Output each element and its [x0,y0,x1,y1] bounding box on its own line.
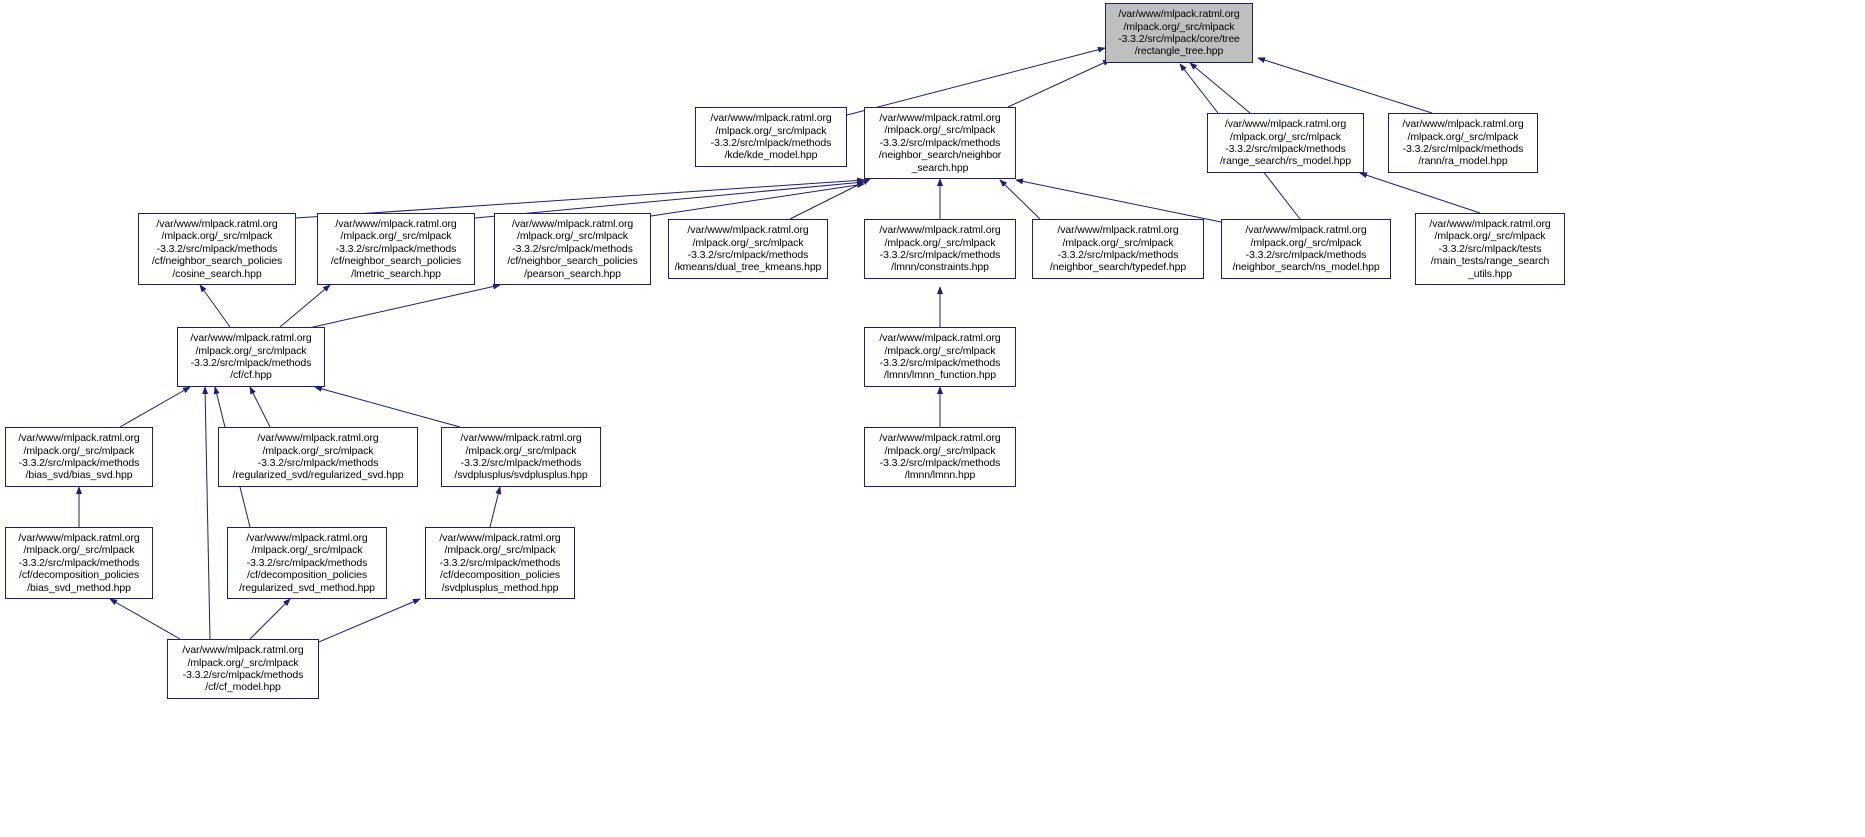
node-label-line: /var/www/mlpack.ratml.org [246,531,368,544]
node-label-line: -3.3.2/src/mlpack/methods [257,457,379,469]
node-label-line: /mlpack.org/_src/mlpack [465,444,577,457]
node-label-line: /rann/ra_model.hpp [1418,155,1508,168]
node-label-line: /var/www/mlpack.ratml.org [335,217,457,230]
node-label-line: /lmnn/lmnn.hpp [904,469,976,482]
node-label-line: /neighbor_search/typedef.hpp [1049,261,1187,274]
node-label-line: /cf/decomposition_policies [440,569,560,582]
node-label-line: /svdplusplus_method.hpp [441,581,559,594]
graph-node-regularized_svd[interactable] [218,427,418,487]
node-label-line: /cf/neighbor_search_policies [507,255,638,268]
node-label-line: -3.3.2/src/mlpack/methods [18,457,140,469]
node-label-line: /var/www/mlpack.ratml.org [1402,118,1524,131]
graph-edge-typedef-to-neighbor_search [1000,180,1040,219]
node-label-line: _utils.hpp [1468,267,1512,280]
node-label-line: /var/www/mlpack.ratml.org [511,217,634,230]
node-label-line: -3.3.2/src/mlpack/methods [710,137,832,149]
node-label-line: /cf/cf.hpp [230,369,272,382]
graph-node-pearson_search[interactable] [494,213,651,285]
node-label-line: -3.3.2/src/mlpack/methods [687,249,809,261]
node-label-line: -3.3.2/src/mlpack/methods [1402,143,1524,155]
node-label-line: /mlpack.org/_src/mlpack [251,544,363,557]
node-label-line: /var/www/mlpack.ratml.org [1429,217,1551,230]
node-label-line: _search.hpp [911,161,969,174]
graph-edge-cf_model-to-regularized_svd_method [250,599,290,639]
node-label-line: -3.3.2/src/mlpack/methods [246,556,368,569]
node-label-line: /main_tests/range_search [1430,255,1550,268]
node-label-line: /var/www/mlpack.ratml.org [18,531,140,544]
node-label-line: /bias_svd_method.hpp [27,581,131,594]
node-label-line: /var/www/mlpack.ratml.org [190,332,312,345]
node-label-line: /mlpack.org/_src/mlpack [444,544,556,557]
node-label-line: -3.3.2/src/mlpack/tests [1438,242,1542,255]
node-label-line: -3.3.2/src/mlpack/methods [879,249,1001,261]
node-label-line: -3.3.2/src/mlpack/methods [18,556,140,569]
graph-node-rectangle_tree[interactable] [1105,3,1253,63]
node-label-line: -3.3.2/src/mlpack/core/tree [1118,33,1240,45]
node-label-line: -3.3.2/src/mlpack/methods [879,457,1001,469]
node-label-line: /var/www/mlpack.ratml.org [1224,118,1347,131]
node-label-line: /mlpack.org/_src/mlpack [187,656,299,669]
graph-edge-cf_model-to-cf [205,387,210,639]
node-label-line: /neighbor_search/ns_model.hpp [1232,261,1380,274]
node-label-line: /range_search/rs_model.hpp [1219,155,1352,168]
node-label-line: /mlpack.org/_src/mlpack [1250,236,1362,249]
node-label-line: /kmeans/dual_tree_kmeans.hpp [674,261,822,274]
node-label-line: /cf/neighbor_search_policies [330,255,462,268]
node-label-line: /mlpack.org/_src/mlpack [262,444,374,457]
node-label-line: /regularized_svd_method.hpp [239,581,375,594]
node-label-line: /var/www/mlpack.ratml.org [1245,224,1367,237]
node-label-line: /mlpack.org/_src/mlpack [884,344,996,357]
graph-node-svdplusplus[interactable] [441,427,601,487]
graph-edge-svdplusplus-to-cf [315,387,460,427]
node-label-line: -3.3.2/src/mlpack/methods [190,357,312,369]
node-label-line: -3.3.2/src/mlpack/methods [156,242,278,255]
graph-node-ra_model[interactable] [1388,113,1538,173]
graph-edge-ra_model-to-rectangle_tree [1258,58,1432,113]
node-label-line: /var/www/mlpack.ratml.org [257,432,379,445]
node-label-line: -3.3.2/src/mlpack/methods [335,242,457,255]
node-label-line: /lmetric_search.hpp [351,267,441,280]
node-label-line: /mlpack.org/_src/mlpack [715,124,827,137]
graph-edge-cf-to-pearson_search [300,285,500,330]
node-label-line: /var/www/mlpack.ratml.org [687,224,809,237]
node-label-line: /cf/neighbor_search_policies [151,255,283,268]
node-label-line: /mlpack.org/_src/mlpack [884,124,996,137]
node-label-line: /pearson_search.hpp [524,267,621,280]
node-label-line: /mlpack.org/_src/mlpack [340,230,452,243]
node-label-line: -3.3.2/src/mlpack/methods [512,242,633,255]
node-label-line: /cf/decomposition_policies [19,569,139,582]
graph-node-lmetric_search[interactable] [317,213,475,285]
node-label-line: /mlpack.org/_src/mlpack [1434,230,1546,243]
graph-edge-kde_model-to-rectangle_tree [847,48,1105,115]
graph-node-cf_model[interactable] [167,639,319,699]
graph-edge-main_tests_range_search_utils-to-rs_model [1360,173,1480,213]
node-label-line: /mlpack.org/_src/mlpack [884,444,996,457]
node-label-line: /var/www/mlpack.ratml.org [879,224,1001,237]
node-label-line: -3.3.2/src/mlpack/methods [879,136,1001,149]
graph-node-svdplusplus_method[interactable] [425,527,575,599]
node-label-line: -3.3.2/src/mlpack/methods [439,556,561,569]
graph-edge-cf-to-cosine_search [200,285,230,327]
graph-node-typedef[interactable] [1032,219,1204,279]
graph-node-cf[interactable] [177,327,325,387]
graph-node-bias_svd[interactable] [5,427,153,487]
graph-node-kde_model[interactable] [695,107,847,167]
graph-edge-svdplusplus_method-to-svdplusplus [490,487,500,527]
graph-edge-rs_model-to-rectangle_tree [1190,63,1250,113]
graph-edge-pearson_search-to-neighbor_search [651,184,864,216]
graph-edge-neighbor_search-to-rectangle_tree [1008,60,1110,107]
graph-node-main_tests_range_search_utils[interactable] [1415,213,1565,285]
node-label-line: /cf/decomposition_policies [247,569,367,582]
graph-node-bias_svd_method[interactable] [5,527,153,599]
node-label-line: -3.3.2/src/mlpack/methods [182,669,304,681]
node-label-line: /mlpack.org/_src/mlpack [692,236,804,249]
graph-node-ns_model[interactable] [1221,219,1391,279]
graph-edge-dual_tree_kmeans-to-neighbor_search [790,179,870,219]
graph-node-cosine_search[interactable] [138,213,296,285]
graph-edge-bias_svd-to-cf [120,387,190,427]
node-label-line: /mlpack.org/_src/mlpack [161,230,273,243]
node-label-line: -3.3.2/src/mlpack/methods [879,357,1001,369]
graph-node-lmnn[interactable] [864,427,1016,487]
node-label-line: /bias_svd/bias_svd.hpp [25,469,133,482]
graph-node-dual_tree_kmeans[interactable] [668,219,828,279]
node-label-line: /neighbor_search/neighbor [878,149,1002,162]
node-label-line: /mlpack.org/_src/mlpack [517,230,628,243]
node-label-line: /cosine_search.hpp [172,267,262,280]
node-label-line: /var/www/mlpack.ratml.org [879,332,1001,345]
node-label-line: /mlpack.org/_src/mlpack [195,344,307,357]
node-label-line: /svdplusplus/svdplusplus.hpp [454,469,588,482]
node-label-line: /var/www/mlpack.ratml.org [460,432,582,445]
node-label-line: /var/www/mlpack.ratml.org [710,112,832,125]
node-label-line: /var/www/mlpack.ratml.org [879,432,1001,445]
graph-node-lmnn_function[interactable] [864,327,1016,387]
node-label-line: -3.3.2/src/mlpack/methods [1225,143,1346,155]
node-label-line: /var/www/mlpack.ratml.org [156,217,278,230]
node-label-line: /cf/cf_model.hpp [205,681,281,694]
node-label-line: -3.3.2/src/mlpack/methods [1057,249,1179,261]
node-label-line: /lmnn/lmnn_function.hpp [883,369,997,382]
node-label-line: /mlpack.org/_src/mlpack [1062,236,1174,249]
node-label-line: /mlpack.org/_src/mlpack [1123,20,1235,33]
graph-edge-ns_model-to-neighbor_search [1016,180,1221,222]
graph-edge-regularized_svd-to-cf [250,387,270,427]
node-label-line: /mlpack.org/_src/mlpack [1407,130,1519,143]
node-label-line: /regularized_svd/regularized_svd.hpp [232,469,404,482]
node-label-line: /var/www/mlpack.ratml.org [1118,8,1240,21]
graph-node-neighbor_search[interactable] [864,107,1016,179]
node-label-line: /mlpack.org/_src/mlpack [1230,130,1341,143]
graph-node-regularized_svd_method[interactable] [227,527,387,599]
graph-node-constraints[interactable] [864,219,1016,279]
node-label-line: /var/www/mlpack.ratml.org [182,644,304,657]
node-label-line: /mlpack.org/_src/mlpack [23,544,135,557]
node-label-line: /var/www/mlpack.ratml.org [879,111,1001,124]
graph-edge-cf-to-lmetric_search [280,285,330,327]
node-label-line: /var/www/mlpack.ratml.org [1057,224,1179,237]
node-label-line: /lmnn/constraints.hpp [891,261,989,274]
node-label-line: /rectangle_tree.hpp [1134,45,1224,58]
node-label-line: /var/www/mlpack.ratml.org [439,531,561,544]
node-label-line: /var/www/mlpack.ratml.org [18,432,140,445]
graph-edge-cf_model-to-bias_svd_method [110,599,180,639]
node-label-line: -3.3.2/src/mlpack/methods [460,457,582,469]
graph-node-rs_model[interactable] [1207,113,1364,173]
node-label-line: /mlpack.org/_src/mlpack [884,236,996,249]
node-label-line: /kde/kde_model.hpp [724,149,818,162]
node-label-line: -3.3.2/src/mlpack/methods [1245,249,1367,261]
node-label-line: /mlpack.org/_src/mlpack [23,444,135,457]
